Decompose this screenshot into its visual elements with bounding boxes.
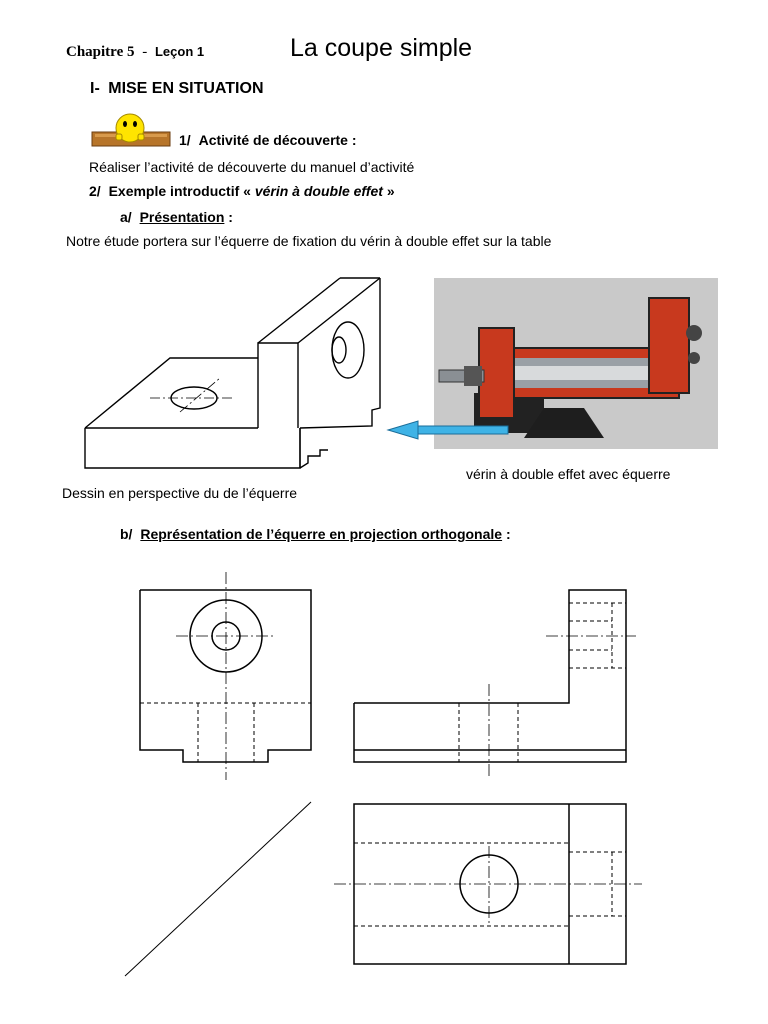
activity-number: 1/ — [179, 132, 191, 148]
section-number: I- — [90, 80, 100, 97]
representation-title: Représentation de l’équerre en projection orthogonale — [140, 526, 503, 542]
representation-colon: : — [505, 526, 511, 542]
header-separator: - — [142, 44, 148, 60]
example-number: 2/ — [89, 183, 101, 199]
presentation-text: Notre étude portera sur l’équerre de fixation du vérin à double effet sur la table — [66, 233, 552, 249]
perspective-caption: Dessin en perspective du de l’équerre — [62, 485, 298, 501]
activity-text: Réaliser l’activité de découverte du manuel d’activité — [89, 159, 415, 175]
smiley-icon — [92, 112, 170, 148]
example-prefix: Exemple introductif « — [108, 183, 251, 199]
chapter-label: Chapitre 5 — [66, 44, 135, 60]
presentation-title: Présentation — [139, 209, 225, 225]
arrow-icon — [386, 420, 516, 440]
representation-number: b/ — [120, 526, 133, 542]
orthographic-views — [0, 560, 768, 1020]
lesson-label: Leçon 1 — [154, 44, 205, 59]
presentation-colon: : — [228, 209, 233, 225]
page-title: La coupe simple — [290, 34, 473, 62]
example-italic: vérin à double effet — [254, 183, 383, 199]
left-view-outline — [140, 590, 311, 762]
activity-title: Activité de découverte : — [198, 132, 357, 148]
example-suffix: » — [386, 183, 395, 199]
perspective-drawing — [80, 278, 410, 478]
photo-caption: vérin à double effet avec équerre — [466, 466, 671, 482]
section-title: MISE EN SITUATION — [108, 80, 264, 97]
presentation-number: a/ — [120, 209, 132, 225]
